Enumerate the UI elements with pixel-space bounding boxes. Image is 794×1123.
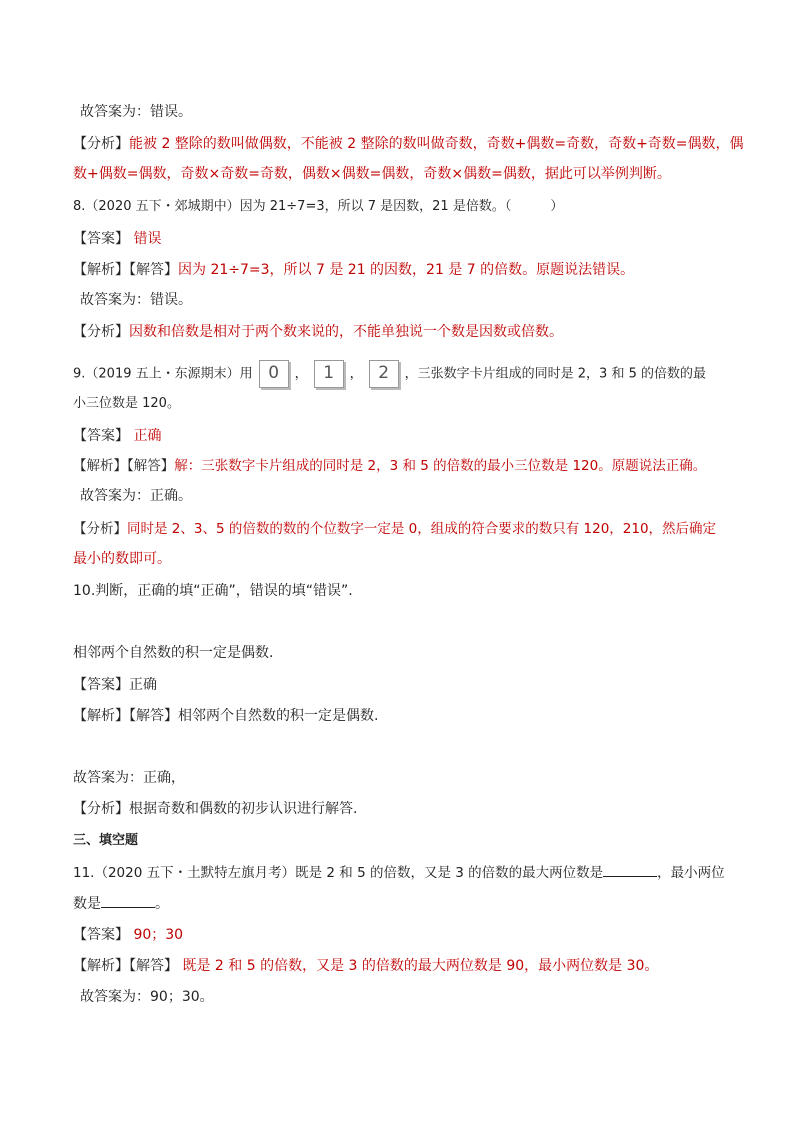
solution-tag: 【解析】【解答】 bbox=[73, 708, 178, 724]
analysis-text: 因数和倍数是相对于两个数来说的，不能单独说一个数是因数或倍数。 bbox=[129, 324, 563, 340]
answer-value: 正确 bbox=[129, 428, 162, 444]
question-8: 8.（2020 五下・郊城期中）因为 21÷7=3，所以 7 是因数，21 是倍数。（ ） bbox=[73, 199, 564, 214]
analysis-text: 能被 2 整除的数叫做偶数，不能被 2 整除的数叫做奇数，奇数+偶数=奇数，奇数+奇数=偶数，偶 bbox=[129, 136, 744, 152]
q10-answer bbox=[73, 675, 157, 695]
question-10: 10.判断，正确的填“正确”，错误的填“错误”. bbox=[73, 583, 353, 599]
q9-analysis bbox=[73, 519, 716, 539]
q9-answer bbox=[73, 426, 161, 446]
solution-text: 解：三张数字卡片组成的同时是 2，3 和 5 的倍数的最小三位数是 120。原题说法正确。 bbox=[174, 458, 707, 474]
answer-blank bbox=[101, 893, 155, 908]
q8-conclusion: 故答案为：错误。 bbox=[80, 292, 192, 308]
q10-conclusion: 故答案为：正确， bbox=[73, 770, 185, 786]
q9-analysis-cont: 最小的数即可。 bbox=[73, 551, 171, 567]
q8-solution bbox=[73, 260, 634, 280]
analysis-tag: 【分析】 bbox=[73, 324, 129, 340]
analysis-text: 同时是 2、3、5 的倍数的数的个位数字一定是 0，组成的符合要求的数只有 120，210，然后确定 bbox=[127, 521, 717, 537]
q11-text-start: 11.（2020 五下・土默特左旗月考）既是 2 和 5 的倍数，又是 3 的倍数的最大两位数是 bbox=[73, 865, 604, 881]
answer-tag: 【答案】 bbox=[73, 677, 129, 693]
question-11 bbox=[73, 862, 725, 883]
q10-solution bbox=[73, 706, 378, 726]
solution-tag: 【解析】【解答】 bbox=[73, 458, 175, 474]
q11-conclusion: 故答案为：90；30。 bbox=[80, 989, 214, 1005]
analysis-tag: 【分析】 bbox=[73, 136, 129, 152]
q10-analysis bbox=[73, 799, 357, 819]
answer-tag: 【答案】 bbox=[73, 927, 129, 943]
q9-text-end: ，三张数字卡片组成的同时是 2，3 和 5 的倍数的最 bbox=[404, 366, 706, 382]
q11-answer bbox=[73, 925, 183, 945]
answer-value: 90；30 bbox=[129, 927, 184, 943]
q8-analysis bbox=[73, 322, 563, 342]
q11-solution bbox=[73, 956, 658, 976]
answer-value: 正确 bbox=[129, 677, 157, 693]
answer-tag: 【答案】 bbox=[73, 231, 129, 247]
answer-tag: 【答案】 bbox=[73, 428, 129, 444]
digit-card-0: 0 bbox=[259, 360, 289, 388]
question-11-cont bbox=[73, 893, 169, 914]
answer-conclusion: 故答案为：错误。 bbox=[80, 104, 192, 120]
q9-text-start: 9.（2019 五上・东源期末）用 bbox=[73, 366, 253, 382]
analysis-paragraph bbox=[73, 134, 744, 154]
section-heading: 三、填空题 bbox=[73, 833, 139, 848]
analysis-tag: 【分析】 bbox=[73, 801, 129, 817]
q9-separator: ， bbox=[294, 366, 308, 382]
q11-text-mid: ，最小两位 bbox=[657, 865, 725, 881]
q8-answer bbox=[73, 229, 161, 249]
solution-tag: 【解析】【解答】 bbox=[73, 958, 178, 974]
q11-text-end: 。 bbox=[155, 896, 169, 912]
analysis-tag: 【分析】 bbox=[73, 521, 127, 537]
analysis-text-cont: 数+偶数=偶数，奇数×奇数=奇数，偶数×偶数=偶数，奇数×偶数=偶数，据此可以举例判断。 bbox=[73, 166, 671, 182]
question-9 bbox=[73, 360, 706, 388]
digit-card-1: 1 bbox=[314, 360, 344, 388]
q9-solution bbox=[73, 456, 706, 476]
solution-tag: 【解析】【解答】 bbox=[73, 262, 178, 278]
q9-separator: ， bbox=[349, 366, 363, 382]
solution-text: 因为 21÷7=3，所以 7 是 21 的因数，21 是 7 的倍数。原题说法错误。 bbox=[178, 262, 635, 278]
question-10-stem: 相邻两个自然数的积一定是偶数. bbox=[73, 645, 274, 661]
answer-blank bbox=[603, 862, 657, 877]
question-9-cont: 小三位数是 120。 bbox=[73, 396, 180, 411]
answer-value: 错误 bbox=[129, 231, 162, 247]
q9-conclusion: 故答案为：正确。 bbox=[80, 488, 192, 504]
solution-text: 既是 2 和 5 的倍数，又是 3 的倍数的最大两位数是 90，最小两位数是 30。 bbox=[178, 958, 659, 974]
analysis-text: 根据奇数和偶数的初步认识进行解答. bbox=[129, 801, 358, 817]
digit-card-2: 2 bbox=[369, 360, 399, 388]
solution-text: 相邻两个自然数的积一定是偶数. bbox=[178, 708, 379, 724]
q11-text-c: 数是 bbox=[73, 896, 101, 912]
